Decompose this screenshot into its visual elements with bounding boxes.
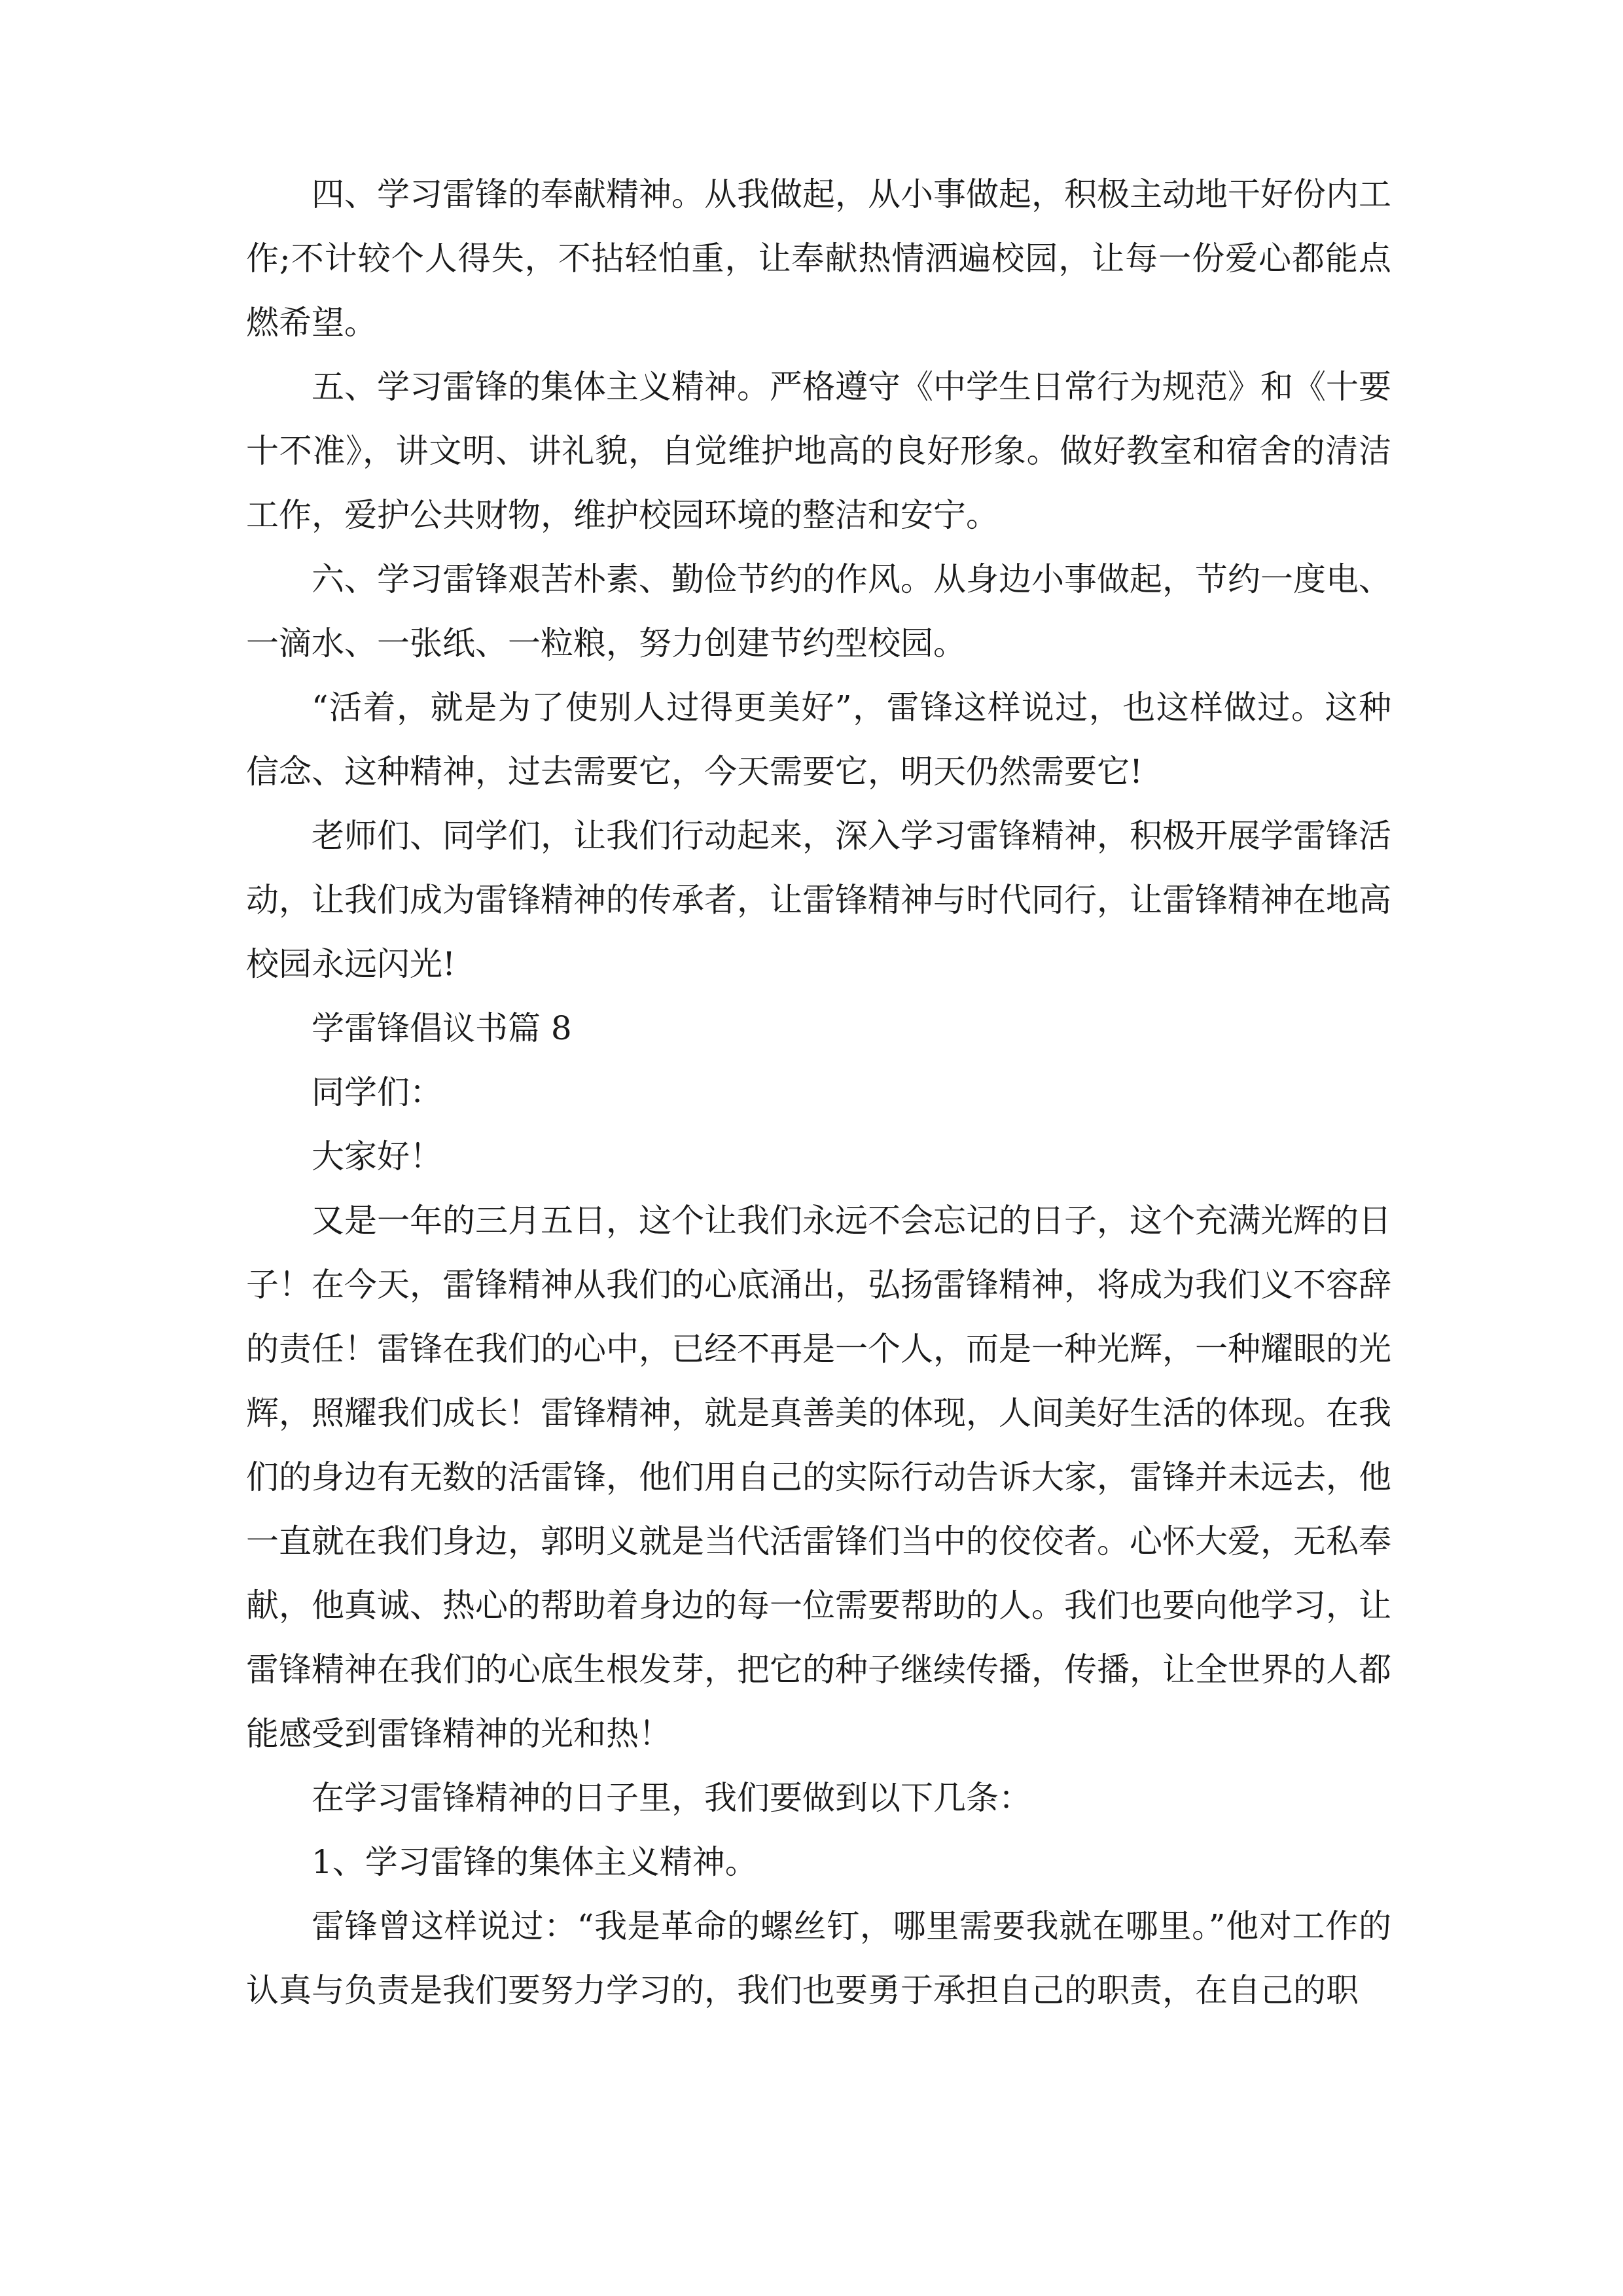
salutation: 同学们： <box>312 1073 442 1111</box>
paragraph-4-dedication: 四、学习雷锋的奉献精神。从我做起，从小事做起，积极主动地干好份内工作;不计较个人得失，不拈轻怕重，让奉献热情洒遍校园，让每一份爱心都能点燃希望。 <box>246 175 1391 342</box>
greeting: 大家好！ <box>312 1138 442 1175</box>
paragraph-march-fifth: 又是一年的三月五日，这个让我们永远不会忘记的日子，这个充满光辉的日子！在今天，雷锋精神从我们的心底涌出，弘扬雷锋精神，将成为我们义不容辞的责任！雷锋在我们的心中，已经不再是一个人，而是一种光辉，一种耀眼的光辉，照耀我们成长！雷锋精神，就是真善美的体现，人间美好生活的体现。在我们的身边有无数的活雷锋，他们用自己的实际行动告诉大家，雷锋并未远去，他一直就在我们身边，郭明义就是当代活雷锋们当中的佼佼者。心怀大爱，无私奉献，他真诚、热心的帮助着身边的每一位需要帮助的人。我们也要向他学习，让雷锋精神在我们的心底生根发芽，把它的种子继续传播，传播，让全世界的人都能感受到雷锋精神的光和热！ <box>246 1202 1391 1753</box>
list-item-1: 1、学习雷锋的集体主义精神。 <box>312 1843 758 1881</box>
paragraph-screw-quote: 雷锋曾这样说过：“我是革命的螺丝钉，哪里需要我就在哪里。”他对工作的认真与负责是我们要努力学习的，我们也要勇于承担自己的职责，在自己的职 <box>246 1907 1391 2009</box>
paragraph-quote-living: “活着，就是为了使别人过得更美好”，雷锋这样说过，也这样做过。这种信念、这种精神，过去需要它，今天需要它，明天仍然需要它! <box>246 689 1391 791</box>
paragraph-5-collectivism: 五、学习雷锋的集体主义精神。严格遵守《中学生日常行为规范》和《十要十不准》，讲文明、讲礼貌，自觉维护地高的良好形象。做好教室和宿舍的清洁工作，爱护公共财物，维护校园环境的整洁和安宁。 <box>246 368 1391 534</box>
section-title: 学雷锋倡议书篇 8 <box>312 1009 572 1047</box>
document-body <box>246 162 1391 2022</box>
paragraph-call-to-action: 老师们、同学们，让我们行动起来，深入学习雷锋精神，积极开展学雷锋活动，让我们成为雷锋精神的传承者，让雷锋精神与时代同行，让雷锋精神在地高校园永远闪光! <box>246 817 1391 983</box>
paragraph-intro-list: 在学习雷锋精神的日子里，我们要做到以下几条： <box>312 1779 1031 1817</box>
paragraph-6-frugality: 六、学习雷锋艰苦朴素、勤俭节约的作风。从身边小事做起，节约一度电、一滴水、一张纸、一粒粮，努力创建节约型校园。 <box>246 560 1391 662</box>
